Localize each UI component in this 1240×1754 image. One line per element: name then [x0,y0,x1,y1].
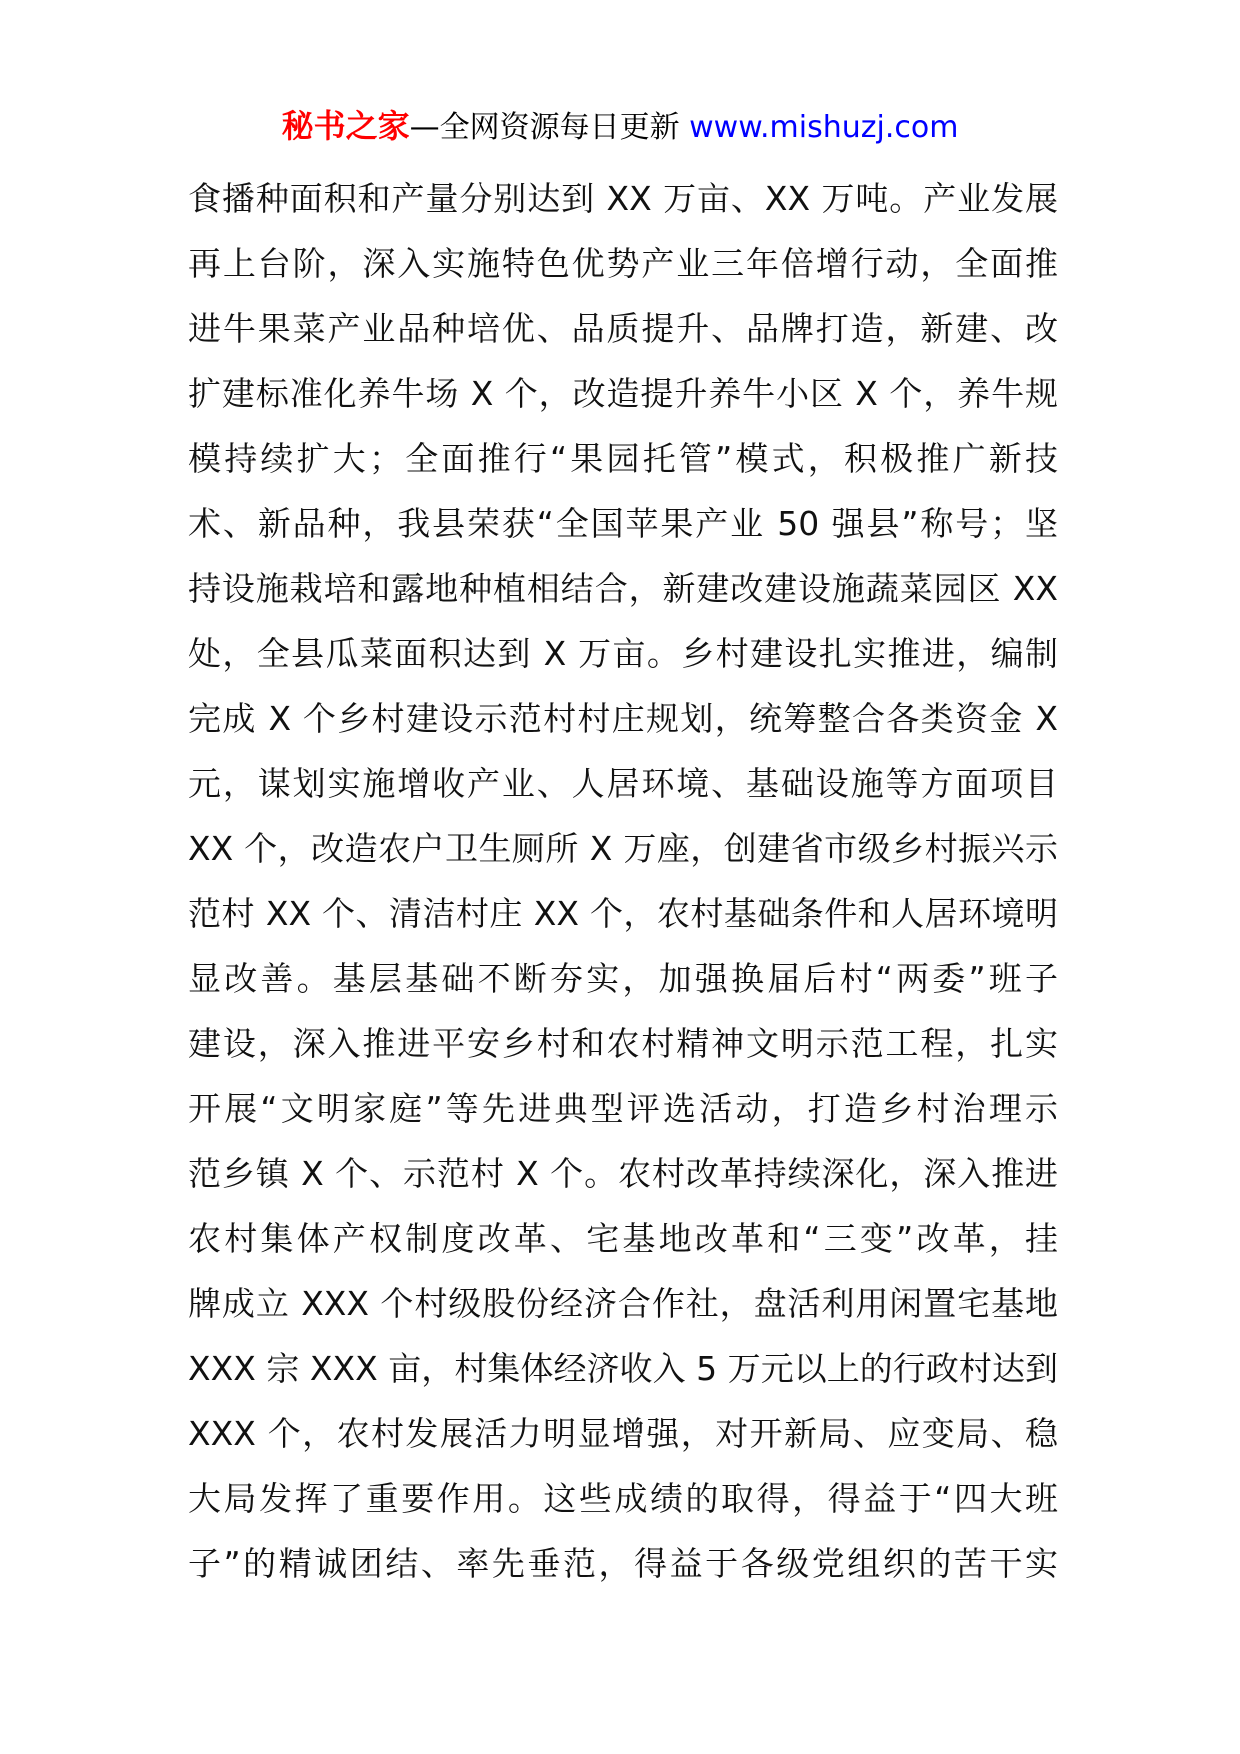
site-url-link[interactable]: www.mishuzj.com [689,110,959,145]
body-line: 术、新品种，我县荣获“全国苹果产业 50 强县”称号；坚 [188,504,1058,543]
body-line: 建设，深入推进平安乡村和农村精神文明示范工程，扎实 [188,1024,1058,1063]
document-body [188,166,1058,1596]
body-line: 农村集体产权制度改革、宅基地改革和“三变”改革，挂 [188,1219,1058,1258]
body-line: XXX 个，农村发展活力明显增强，对开新局、应变局、稳 [188,1414,1058,1453]
body-line: 处，全县瓜菜面积达到 X 万亩。乡村建设扎实推进，编制 [188,634,1058,673]
body-line: 大局发挥了重要作用。这些成绩的取得，得益于“四大班 [188,1479,1058,1518]
body-line: 再上台阶，深入实施特色优势产业三年倍增行动，全面推 [188,244,1058,283]
body-line: 扩建标准化养牛场 X 个，改造提升养牛小区 X 个，养牛规 [188,374,1058,413]
header-tagline: —全网资源每日更新 [409,110,680,145]
body-line: XX 个，改造农户卫生厕所 X 万座，创建省市级乡村振兴示 [188,829,1058,868]
body-line: 模持续扩大；全面推行“果园托管”模式，积极推广新技 [188,439,1058,478]
brand-name: 秘书之家 [281,107,410,145]
body-line: 子”的精诚团结、率先垂范，得益于各级党组织的苦干实 [188,1544,1058,1583]
body-line: 食播种面积和产量分别达到 XX 万亩、XX 万吨。产业发展 [188,179,1058,218]
body-line: 范村 XX 个、清洁村庄 XX 个，农村基础条件和人居环境明 [188,894,1058,933]
body-line: 进牛果菜产业品种培优、品质提升、品牌打造，新建、改 [188,309,1058,348]
body-line: 元，谋划实施增收产业、人居环境、基础设施等方面项目 [188,764,1058,803]
body-line: XXX 宗 XXX 亩，村集体经济收入 5 万元以上的行政村达到 [188,1349,1058,1388]
body-line: 范乡镇 X 个、示范村 X 个。农村改革持续深化，深入推进 [188,1154,1058,1193]
body-line: 开展“文明家庭”等先进典型评选活动，打造乡村治理示 [188,1089,1058,1128]
body-line: 持设施栽培和露地种植相结合，新建改建设施蔬菜园区 XX [188,569,1058,608]
page-header [0,104,1240,150]
body-line: 显改善。基层基础不断夯实，加强换届后村“两委”班子 [188,959,1058,998]
body-line: 完成 X 个乡村建设示范村村庄规划，统筹整合各类资金 X [188,699,1058,738]
body-line: 牌成立 XXX 个村级股份经济合作社，盘活利用闲置宅基地 [188,1284,1058,1323]
